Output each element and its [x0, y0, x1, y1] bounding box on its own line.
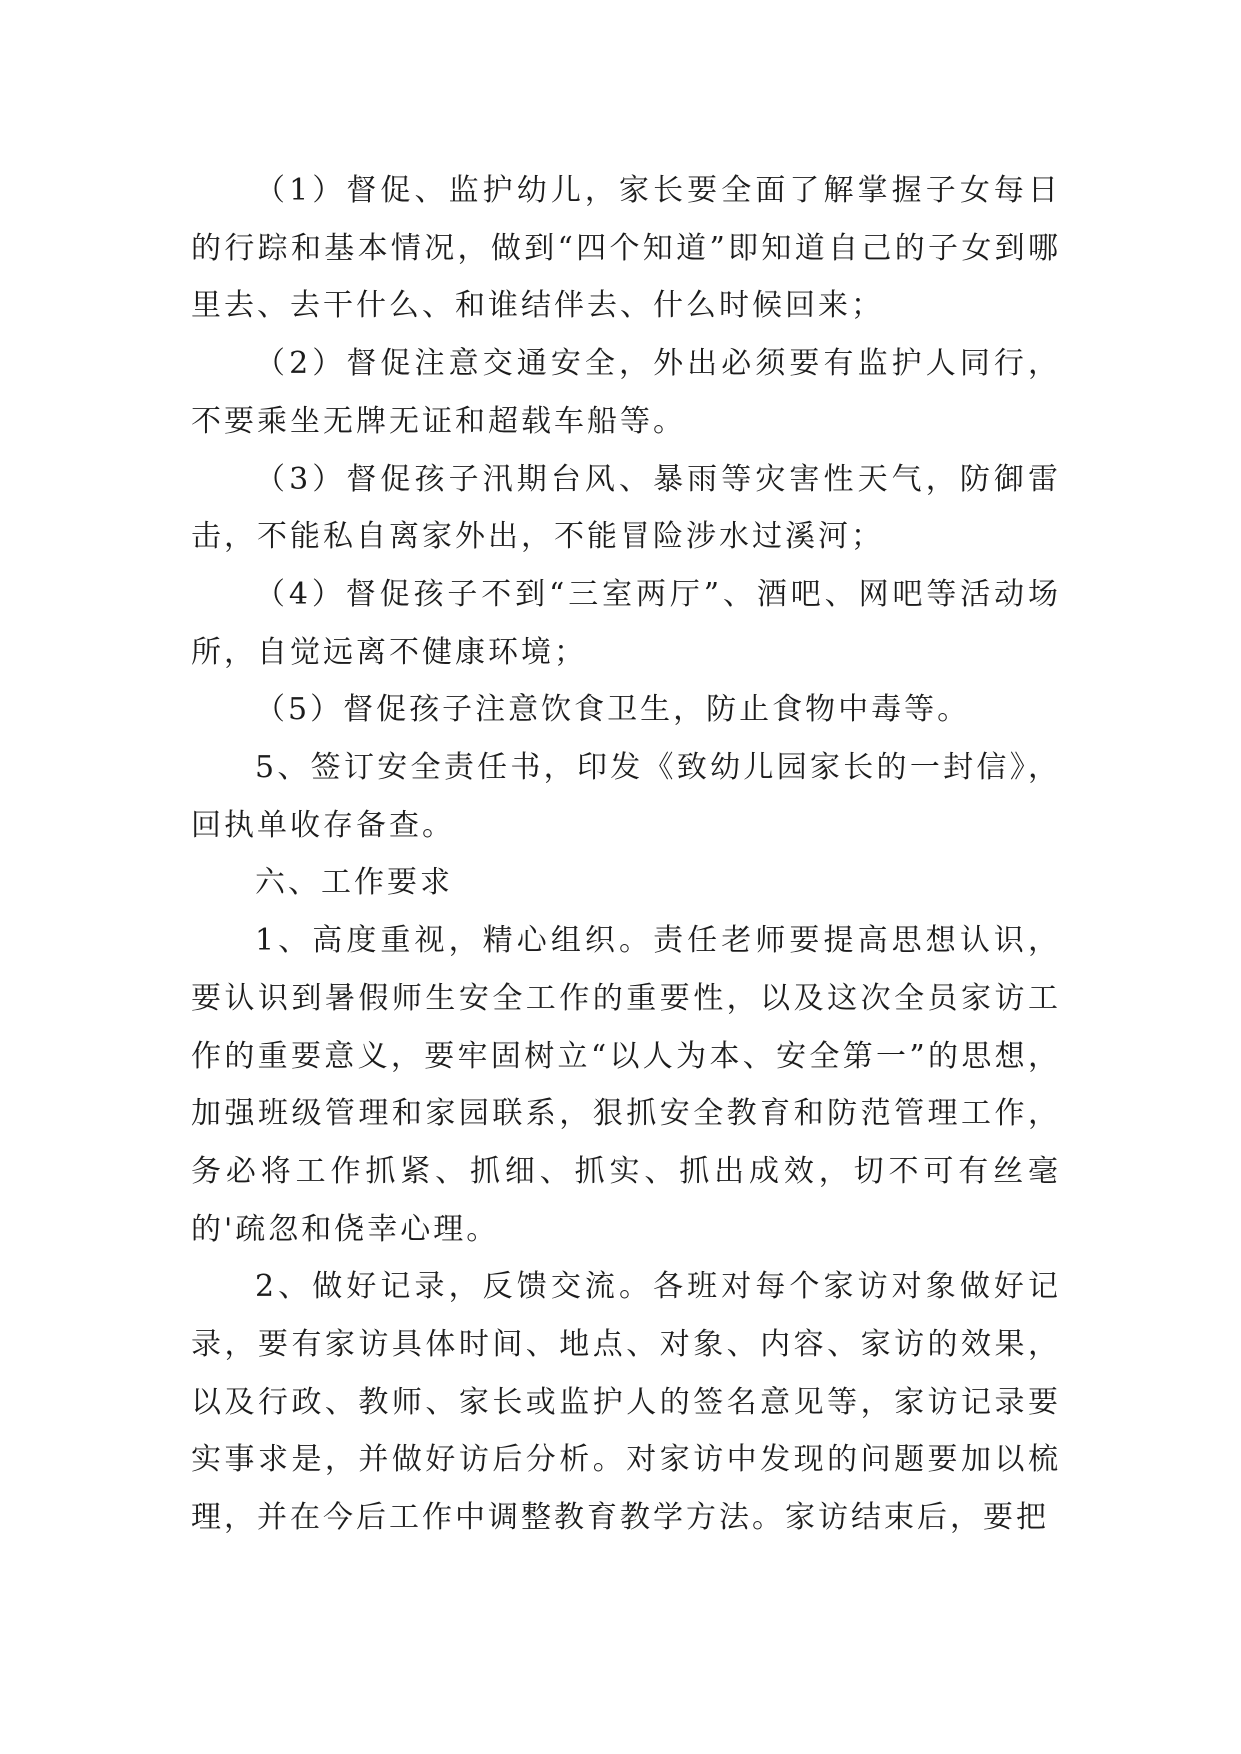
paragraph-requirement-1: 1、高度重视，精心组织。责任老师要提高思想认识，要认识到暑假师生安全工作的重要性，以及这次全员家访工作的重要意义，要牢固树立“以人为本、安全第一”的思想，加强班级管理和家园联系，狠抓安全教育和防范管理工作，务必将工作抓紧、抓细、抓实、抓出成效，切不可有丝毫的'疏忽和侥幸心理。 [191, 923, 1061, 1247]
document-body [191, 162, 1061, 1547]
paragraph-venue-avoidance: （4）督促孩子不到“三室两厅”、酒吧、网吧等活动场所，自觉远离不健康环境； [191, 576, 1061, 670]
paragraph-weather-safety: （3）督促孩子汛期台风、暴雨等灾害性天气，防御雷击，不能私自离家外出，不能冒险涉水过溪河； [191, 461, 1061, 555]
paragraph-traffic-safety: （2）督促注意交通安全，外出必须要有监护人同行，不要乘坐无牌无证和超载车船等。 [191, 346, 1061, 439]
paragraph-supervise-child: （1）督促、监护幼儿，家长要全面了解掌握子女每日的行踪和基本情况，做到“四个知道”即知道自己的子女到哪里去、去干什么、和谁结伴去、什么时候回来； [191, 173, 1061, 324]
paragraph-requirement-2: 2、做好记录，反馈交流。各班对每个家访对象做好记录，要有家访具体时间、地点、对象、内容、家访的效果，以及行政、教师、家长或监护人的签名意见等，家访记录要实事求是，并做好访后分析。对家访中发现的问题要加以梳理，并在今后工作中调整教育教学方法。家访结束后，要把 [191, 1269, 1061, 1536]
paragraph-food-hygiene: （5）督促孩子注意饮食卫生，防止食物中毒等。 [255, 692, 971, 728]
section-heading-work-requirements: 六、工作要求 [255, 865, 453, 901]
paragraph-responsibility-letter: 5、签订安全责任书，印发《致幼儿园家长的一封信》，回执单收存备查。 [191, 750, 1061, 843]
